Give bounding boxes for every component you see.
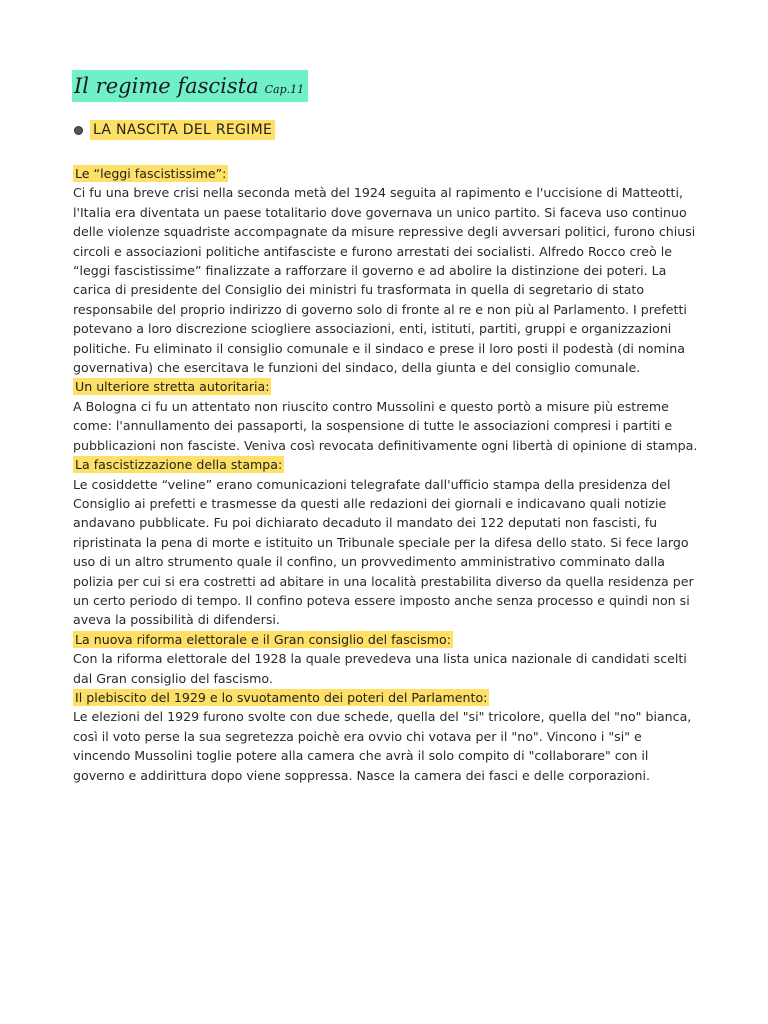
subsection-1 [73,164,699,377]
subsection-heading: La fascistizzazione della stampa: [75,457,283,473]
subsection-3 [73,455,699,630]
subsection-5 [73,688,699,785]
subsection-4 [73,630,699,688]
subsection-text: A Bologna ci fu un attentato non riuscito contro Mussolini e questo portò a misure più estreme come: l'annullamento dei passaporti, la sospensione di tutte le associazioni compresi i partiti e pubblicazioni non fasciste. Veniva così revocata definitivamente ogni libertà di opinione di stampa. [73,398,698,453]
subsection-heading: Un ulteriore stretta autoritaria: [75,379,270,395]
subsection-text: Con la riforma elettorale del 1928 la quale prevedeva una lista unica nazionale di candidati scelti dal Gran consiglio del fascismo. [73,651,687,686]
subsection-text: Le cosiddette “veline” erano comunicazioni telegrafate dall'ufficio stampa della presidenza del Consiglio ai prefetti e trasmesse da questi alle redazioni dei giornali e indicavano quali notizie andavano pubblicate. Fu poi dichiarato decaduto il mandato dei 122 deputati non fascisti, fu ripristinata la pena di morte e istituito un Tribunale speciale per la difesa dello stato. Si fece largo uso di un altro strumento quale il confino, un provvedimento amministrativo comminato dalla polizia per cui si era costretti ad abitare in una località prestabilita diverso da quella residenza per un certo periodo di tempo. Il confino poteva essere imposto anche senza processo e quindi non si aveva la possibilità di difendersi. [73,476,694,628]
chapter-label: Cap.11 [264,83,305,96]
subsection-heading: Le “leggi fascistissime”: [75,166,227,181]
section-header [74,120,275,140]
subsection-text: Ci fu una breve crisi nella seconda metà del 1924 seguita al rapimento e l'uccisione di Matteotti, l'Italia era diventata un paese totalitario dove governava un unico partito. Si faceva uso continuo delle violenze squadriste accompagnate da misure repressive degli avversari politici, furono chiusi circoli e associazioni politiche antifasciste e furono arrestati dei socialisti. Alfredo Rocco creò le “leggi fascistissime” finalizzate a rafforzare il governo e ad abolire la distinzione dei poteri. La carica di presidente del Consiglio dei ministri fu trasformata in quella di segretario di stato responsabile del proprio indirizzo di governo solo di fronte al re e non più al Parlamento. I prefetti potevano a loro discrezione sciogliere associazioni, enti, istituti, partiti, gruppi e organizzazioni politiche. Fu eliminato il consiglio comunale e il sindaco e prese il loro posti il podestà (di nomina governativa) che esercitava le funzioni del sindaco, della giunta e del consiglio comunale. [73,185,696,376]
subsection-text: Le elezioni del 1929 furono svolte con due schede, quella del "si" tricolore, quella del "no" bianca, così il voto perse la sua segretezza poichè era ovvio chi votava per il "no". Vincono i "si" e vincendo Mussolini toglie potere alla camera che avrà il solo compito di "collaborare" con il governo e addirittura dopo viene soppressa. Nasce la camera dei fasci e delle corporazioni. [73,709,692,783]
document-title [72,70,308,102]
subsection-heading: La nuova riforma elettorale e il Gran consiglio del fascismo: [75,631,451,647]
section-title: LA NASCITA DEL REGIME [90,120,275,140]
bullet-icon [74,126,83,135]
title-text: Il regime fascista [74,74,259,98]
subsection-2 [73,377,699,455]
subsection-heading: Il plebiscito del 1929 e lo svuotamento dei poteri del Parlamento: [75,689,488,705]
document-body [73,164,699,785]
